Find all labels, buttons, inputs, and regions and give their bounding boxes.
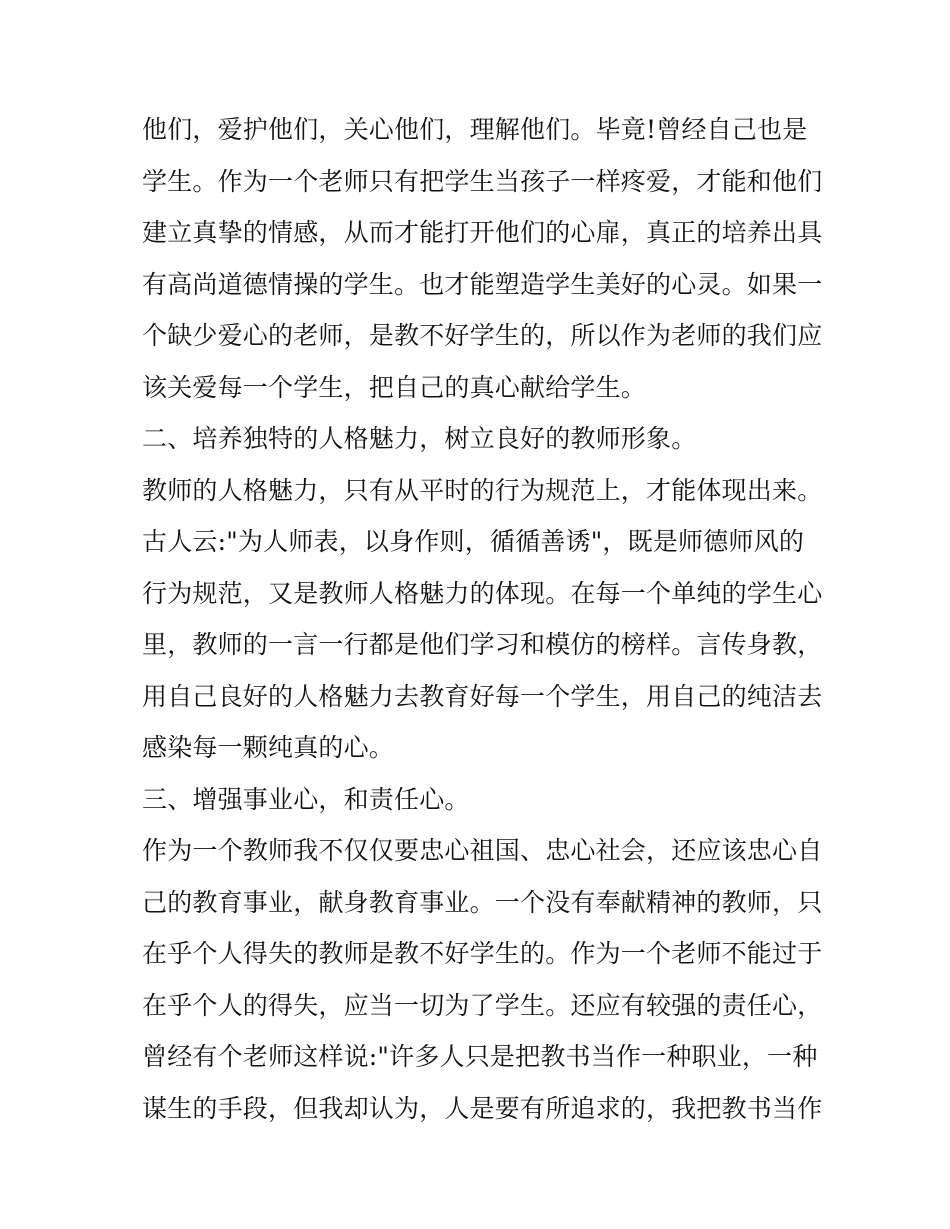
text-line: 在乎个人的得失，应当一切为了学生。还应有较强的责任心， xyxy=(142,990,823,1020)
text-line: 行为规范，又是教师人格魅力的体现。在每一个单纯的学生心 xyxy=(142,578,823,608)
body-text xyxy=(142,104,822,1134)
text-line: 作为一个教师我不仅仅要忠心祖国、忠心社会，还应该忠心自 xyxy=(142,836,823,865)
text-line: 有高尚道德情操的学生。也才能塑造学生美好的心灵。如果一 xyxy=(142,269,823,299)
text-line: 在乎个人得失的教师是教不好学生的。作为一个老师不能过于 xyxy=(142,939,823,968)
text-line: 谋生的手段，但我却认为，人是要有所追求的，我把教书当作 xyxy=(142,1093,823,1123)
text-line: 曾经有个老师这样说:"许多人只是把教书当作一种职业，一种 xyxy=(142,1042,818,1071)
text-line: 该关爱每一个学生，把自己的真心献给学生。 xyxy=(142,372,647,402)
text-line: 他们，爱护他们，关心他们，理解他们。毕竟!曾经自己也是 xyxy=(142,115,808,144)
text-line: 建立真挚的情感，从而才能打开他们的心扉，真正的培养出具 xyxy=(142,218,823,247)
text-line: 个缺少爱心的老师，是教不好学生的，所以作为老师的我们应 xyxy=(142,321,823,350)
text-line: 用自己良好的人格魅力去教育好每一个学生，用自己的纯洁去 xyxy=(142,681,823,711)
text-line: 教师的人格魅力，只有从平时的行为规范上，才能体现出来。 xyxy=(142,475,823,505)
section-heading: 三、增强事业心，和责任心。 xyxy=(142,784,470,814)
text-line: 古人云:"为人师表，以身作则，循循善诱"，既是师德师风的 xyxy=(142,527,805,556)
text-line: 里，教师的一言一行都是他们学习和模仿的榜样。言传身教， xyxy=(142,630,823,659)
text-line: 感染每一颗纯真的心。 xyxy=(142,733,395,762)
text-line: 己的教育事业，献身教育事业。一个没有奉献精神的教师，只 xyxy=(142,887,823,917)
section-heading: 二、培养独特的人格魅力，树立良好的教师形象。 xyxy=(142,424,697,453)
text-line: 学生。作为一个老师只有把学生当孩子一样疼爱，才能和他们 xyxy=(142,166,823,196)
